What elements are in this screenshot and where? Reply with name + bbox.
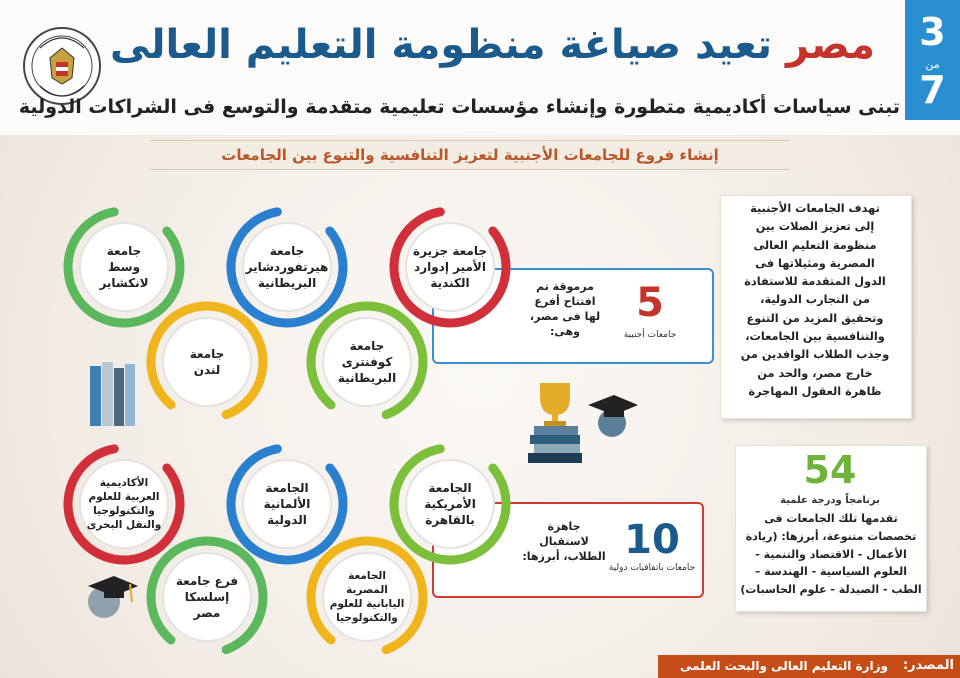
- university-name-line: الأمير إدوارد: [414, 259, 486, 274]
- intro-line: وتحقيق المزيد من التنوع: [746, 311, 884, 325]
- intro-line: خارج مصر، والحد من: [757, 366, 873, 380]
- trophy-icon: [520, 375, 640, 470]
- group2-university-name: [245, 462, 329, 546]
- group2-text: [520, 520, 608, 565]
- university-name-line: فرع جامعة: [175, 573, 239, 588]
- university-name-line: الدولية: [267, 513, 307, 528]
- intro-line: إلى تعزيز الصلات بين: [755, 220, 875, 234]
- university-name-line: الجامعة: [348, 569, 386, 582]
- group2-number: 10: [624, 517, 680, 563]
- intro-line: ظاهرة العقول المهاجرة: [748, 384, 882, 398]
- university-name-line: المصرية: [346, 583, 388, 596]
- university-name-line: جامعة: [189, 346, 225, 361]
- intro-line: والتنافسية بين الجامعات،: [745, 330, 885, 344]
- page-of: من: [925, 58, 940, 71]
- university-name-line: إسلسكا: [184, 589, 230, 604]
- programs-line: تخصصات متنوعة، أبرزها: (ريادة: [745, 529, 917, 543]
- university-name-line: الأكاديمية: [99, 476, 149, 489]
- section-title: إنشاء فروع للجامعات الأجنبية لتعزيز التنافسية والتنوع بين الجامعات: [150, 140, 790, 170]
- group2-university-name: [82, 462, 166, 546]
- group2-text-line: الطلاب، أبرزها:: [522, 549, 606, 563]
- programs-line: الأعمال - الاقتصاد والتنمية -: [755, 547, 907, 561]
- university-name-line: جامعة: [349, 338, 385, 353]
- group1-university-name: [82, 225, 166, 309]
- group1-text-line: مرموقة تم: [536, 280, 594, 293]
- group1-text-line: وهى:: [550, 324, 580, 338]
- group1-text-line: افتتاح أفرع: [534, 294, 596, 308]
- group1-label: جامعات أجنبية: [623, 330, 677, 340]
- books-icon: [88, 358, 138, 428]
- group1-text-line: لها فى مصر،: [529, 309, 601, 323]
- group1-university-name: [325, 320, 409, 404]
- programs-line: العلوم السياسية - الهندسة –: [754, 565, 908, 579]
- university-name-line: وسط: [107, 259, 141, 274]
- group2-university-circle: [62, 442, 186, 566]
- group2-label: جامعات باتفاقيات دولية: [608, 563, 696, 573]
- university-name-line: الجامعة: [265, 480, 309, 495]
- group1-university-name: [245, 225, 329, 309]
- university-name-line: البريطانية: [257, 276, 317, 291]
- intro-line: وجذب الطلاب الوافدين من: [740, 348, 890, 362]
- university-name-line: هيرتفوردشاير: [245, 259, 329, 274]
- university-name-line: والتكنولوجيا: [336, 612, 398, 625]
- group2-university-name: [408, 462, 492, 546]
- page-total: 7: [919, 68, 946, 112]
- title-accent: مصر: [785, 22, 875, 68]
- page-subtitle: تبنى سياسات أكاديمية متطورة وإنشاء مؤسسات تعليمية متقدمة والتوسع فى الشراكات الدولية: [18, 96, 900, 118]
- university-name-line: جامعة: [269, 243, 305, 258]
- footer-source: [658, 655, 960, 678]
- university-name-line: كوفنترى: [341, 354, 393, 369]
- intro-line: الدول المتقدمة للاستفادة: [744, 275, 886, 289]
- university-name-line: والنقل البحرى: [86, 519, 162, 532]
- university-name-line: الأمريكية: [424, 496, 476, 511]
- university-name-line: اليابانية للعلوم: [329, 598, 405, 610]
- group1-university-name: [408, 225, 492, 309]
- group1-text: [520, 280, 610, 339]
- university-name-line: بالقاهرة: [425, 513, 475, 528]
- intro-line: تهدف الجامعات الأجنبية: [750, 202, 880, 215]
- group2-university-name: [165, 555, 249, 639]
- university-name-line: البريطانية: [337, 371, 397, 386]
- university-name-line: والتكنولوجيا: [93, 505, 155, 517]
- group1-university-name: [165, 320, 249, 404]
- group2-text-line: لاستقبال: [539, 534, 589, 548]
- university-name-line: الألمانية: [263, 496, 311, 511]
- intro-text: [724, 200, 906, 401]
- university-name-line: العربية للعلوم: [88, 490, 160, 503]
- university-name-line: جامعة جزيرة: [413, 243, 487, 258]
- programs-label: برنامجاً ودرجة علمية: [780, 495, 880, 506]
- programs-line: الطب - الصيدلة - علوم الحاسبات): [740, 583, 922, 597]
- footer-label: المصدر:: [902, 658, 954, 673]
- intro-line: المصرية ومثيلاتها فى: [755, 256, 875, 270]
- university-name-line: مصر: [193, 606, 221, 621]
- footer-value: وزارة التعليم العالى والبحث العلمى: [679, 659, 888, 673]
- programs-text: [737, 510, 925, 599]
- graduation-cap-icon: [80, 570, 140, 622]
- group1-number: 5: [636, 280, 664, 326]
- university-name-line: جامعة: [106, 243, 142, 258]
- page-current: 3: [919, 10, 946, 54]
- intro-line: من التجارب الدولية،: [760, 293, 870, 307]
- university-name-line: لندن: [193, 363, 221, 377]
- intro-line: منظومة التعليم العالى: [753, 238, 877, 252]
- group2-university-name: [325, 555, 409, 639]
- title-rest: تعيد صياغة منظومة التعليم العالى: [110, 22, 772, 68]
- page-title: [110, 22, 875, 68]
- group2-text-line: جاهزة: [547, 520, 581, 533]
- programs-line: تقدمها تلك الجامعات فى: [764, 512, 898, 525]
- page-indicator: [905, 0, 960, 120]
- programs-number: 54: [803, 448, 857, 492]
- university-name-line: الكندية: [430, 276, 470, 291]
- group1-university-circle: [62, 205, 186, 329]
- university-name-line: لانكشاير: [99, 276, 149, 291]
- university-name-line: الجامعة: [428, 480, 472, 495]
